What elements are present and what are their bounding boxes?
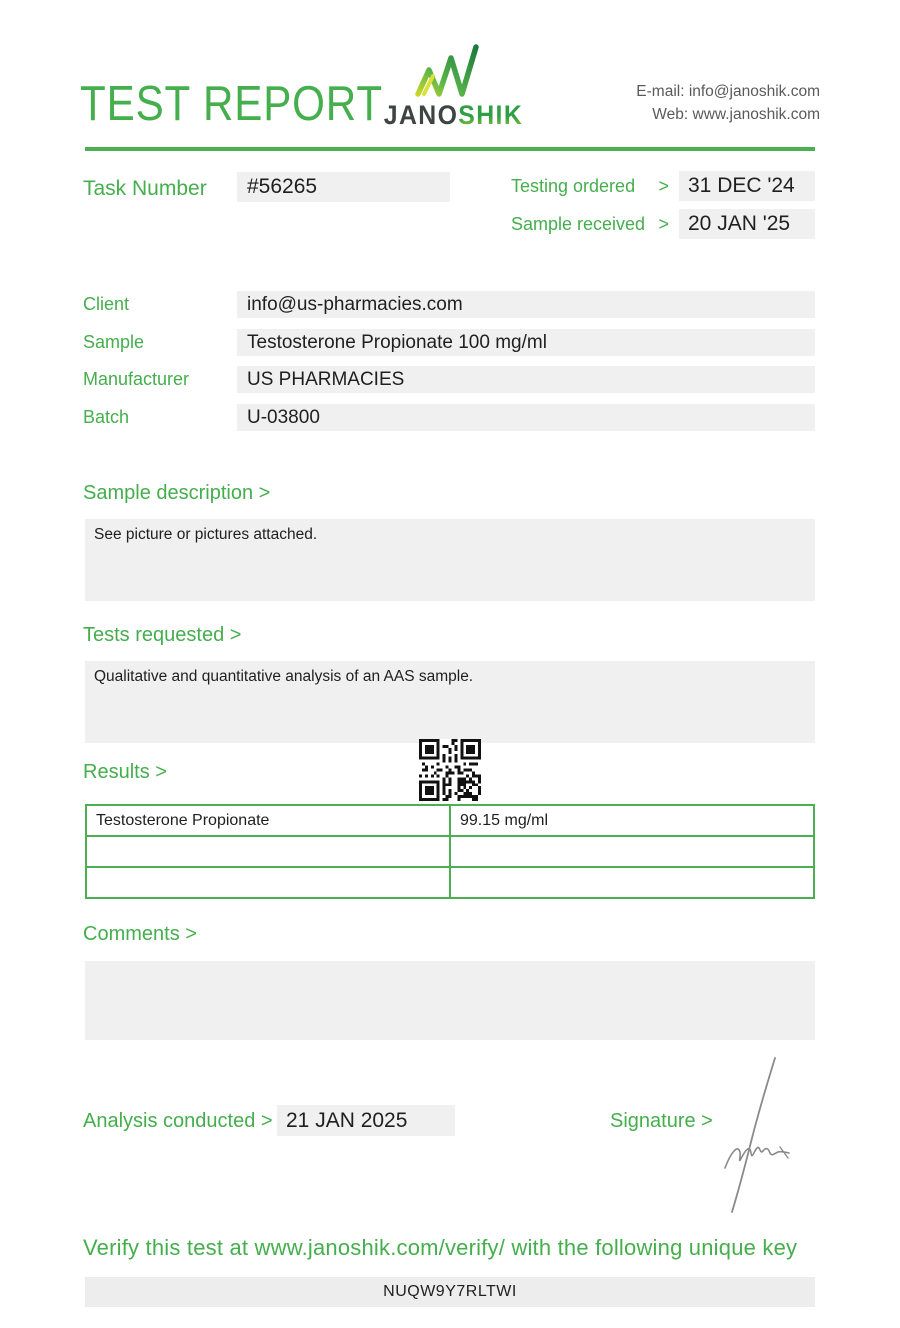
testing-ordered-value: 31 DEC '24 — [679, 171, 815, 201]
logo-wordmark — [383, 100, 524, 131]
results-table — [85, 804, 815, 899]
result-value-cell — [450, 867, 814, 898]
sample-row — [83, 329, 815, 356]
logo-jano-text: JANO — [383, 100, 459, 130]
sample-value: Testosterone Propionate 100 mg/ml — [237, 329, 815, 356]
task-number-value: #56265 — [237, 172, 450, 202]
manufacturer-row — [83, 366, 815, 393]
arrow-glyph: > — [658, 213, 669, 234]
signature-scribble — [712, 1052, 812, 1217]
tests-requested-heading: Tests requested > — [83, 624, 242, 646]
tests-requested-box: Qualitative and quantitative analysis of an AAS sample. — [85, 661, 815, 743]
testing-ordered-text: Testing ordered — [511, 175, 636, 196]
signature-label: Signature > — [610, 1110, 713, 1132]
testing-ordered-row — [511, 171, 815, 201]
manufacturer-value: US PHARMACIES — [237, 366, 815, 393]
contact-info — [636, 80, 820, 126]
page-title: TEST REPORT — [80, 77, 383, 131]
comments-heading: Comments > — [83, 923, 197, 945]
result-value-cell: 99.15 mg/ml — [450, 805, 814, 836]
header-divider — [85, 147, 815, 151]
result-analyte-cell: Testosterone Propionate — [86, 805, 450, 836]
verify-key: NUQW9Y7RLTWI — [85, 1277, 815, 1307]
sample-received-label — [511, 214, 669, 235]
contact-web: Web: www.janoshik.com — [652, 106, 820, 123]
sample-received-text: Sample received — [511, 213, 646, 234]
sample-label: Sample — [83, 331, 145, 352]
result-value-cell — [450, 836, 814, 867]
chart-trend-icon — [400, 42, 500, 98]
analysis-conducted-label: Analysis conducted > — [83, 1110, 273, 1132]
dates-block — [511, 171, 815, 247]
table-row — [86, 836, 814, 867]
testing-ordered-label — [511, 176, 669, 197]
table-row — [86, 805, 814, 836]
result-analyte-cell — [86, 867, 450, 898]
arrow-glyph: > — [658, 175, 669, 196]
client-row — [83, 291, 815, 318]
sample-info-block — [83, 291, 815, 441]
client-label: Client — [83, 294, 130, 314]
table-row — [86, 867, 814, 898]
result-analyte-cell — [86, 836, 450, 867]
batch-value: U-03800 — [237, 404, 815, 431]
comments-box — [85, 961, 815, 1040]
qr-code — [419, 739, 481, 801]
manufacturer-label: Manufacturer — [83, 369, 190, 389]
verify-instruction: Verify this test at www.janoshik.com/verify/ with the following unique key — [83, 1235, 798, 1260]
batch-row — [83, 404, 815, 431]
janoshik-logo — [378, 42, 522, 131]
sample-received-row — [511, 209, 815, 239]
contact-email: E-mail: info@janoshik.com — [636, 83, 820, 100]
sample-description-heading: Sample description > — [83, 482, 271, 504]
task-number-label: Task Number — [83, 177, 207, 200]
sample-description-box: See picture or pictures attached. — [85, 519, 815, 601]
sample-received-value: 20 JAN '25 — [679, 209, 815, 239]
analysis-conducted-value: 21 JAN 2025 — [277, 1105, 455, 1136]
batch-label: Batch — [83, 406, 130, 427]
logo-shik-text: SHIK — [458, 100, 524, 130]
client-value: info@us-pharmacies.com — [237, 291, 815, 318]
results-heading: Results > — [83, 761, 167, 783]
